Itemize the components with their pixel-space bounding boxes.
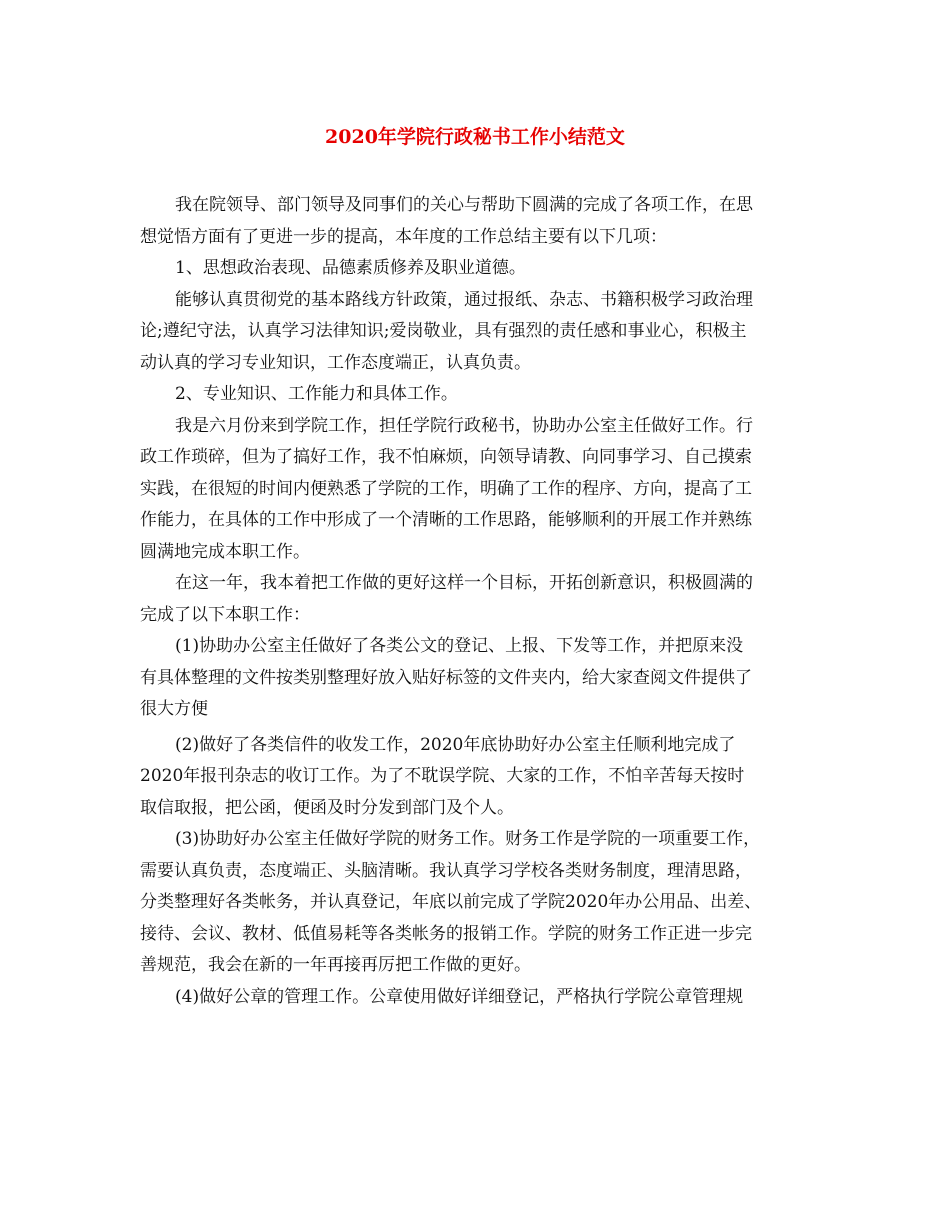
- document-title: 2020年学院行政秘书工作小结范文: [325, 126, 625, 148]
- paragraph-line: 作能力，在具体的工作中形成了一个清晰的工作思路，能够顺利的开展工作并熟练: [140, 510, 752, 530]
- list-item-line: 善规范，我会在新的一年再接再厉把工作做的更好。: [140, 955, 531, 975]
- paragraph-line: 在这一年，我本着把工作做的更好这样一个目标，开拓创新意识，积极圆满的: [175, 573, 753, 593]
- paragraph-line: 实践，在很短的时间内便熟悉了学院的工作，明确了工作的程序、方向，提高了工: [140, 478, 752, 499]
- paragraph-line: 政工作琐碎，但为了搞好工作，我不怕麻烦，向领导请教、向同事学习、自己摸索: [140, 447, 752, 467]
- paragraph-line: 想觉悟方面有了更进一步的提高，本年度的工作总结主要有以下几项：: [140, 226, 667, 247]
- list-item-line: (2)做好了各类信件的收发工作，2020年底协助好办公室主任顺利地完成了: [175, 734, 736, 755]
- list-item-line: 需要认真负责，态度端正、头脑清晰。我认真学习学校各类财务制度，理清思路，: [140, 860, 752, 881]
- paragraph-line: 论;遵纪守法，认真学习法律知识;爱岗敬业，具有强烈的责任感和事业心，积极主: [140, 321, 747, 341]
- list-item-line: 有具体整理的文件按类别整理好放入贴好标签的文件夹内，给大家查阅文件提供了: [140, 667, 752, 688]
- list-item-line: (3)协助好办公室主任做好学院的财务工作。财务工作是学院的一项重要工作，: [175, 829, 761, 849]
- list-item-line: 取信取报，把公函，便函及时分发到部门及个人。: [140, 797, 514, 818]
- paragraph-line: 我是六月份来到学院工作，担任学院行政秘书，协助办公室主任做好工作。行: [175, 415, 753, 436]
- paragraph-line: 动认真的学习专业知识，工作态度端正，认真负责。: [140, 352, 531, 373]
- list-item-line: (1)协助办公室主任做好了各类公文的登记、上报、下发等工作，并把原来没: [175, 636, 744, 656]
- list-item-line: (4)做好公章的管理工作。公章使用做好详细登记，严格执行学院公章管理规: [175, 986, 744, 1007]
- paragraph-line: 圆满地完成本职工作。: [140, 541, 310, 562]
- document-body: [140, 190, 830, 1013]
- paragraph-line: 我在院领导、部门领导及同事们的关心与帮助下圆满的完成了各项工作，在思: [175, 195, 753, 215]
- paragraph-line: 能够认真贯彻党的基本路线方针政策，通过报纸、杂志、书籍积极学习政治理: [175, 289, 753, 310]
- section-heading: 1、思想政治表现、品德素质修养及职业道德。: [175, 258, 526, 278]
- list-item-line: 接待、会议、教材、低值易耗等各类帐务的报销工作。学院的财务工作正进一步完: [140, 923, 752, 944]
- list-item-line: 很大方便: [140, 699, 208, 719]
- section-heading: 2、专业知识、工作能力和具体工作。: [175, 384, 458, 404]
- paragraph-line: 完成了以下本职工作：: [140, 604, 310, 625]
- list-item-line: 2020年报刊杂志的收订工作。为了不耽误学院、大家的工作，不怕辛苦每天按时: [140, 766, 745, 786]
- list-item-line: 分类整理好各类帐务，并认真登记，年底以前完成了学院2020年办公用品、出差、: [140, 892, 762, 912]
